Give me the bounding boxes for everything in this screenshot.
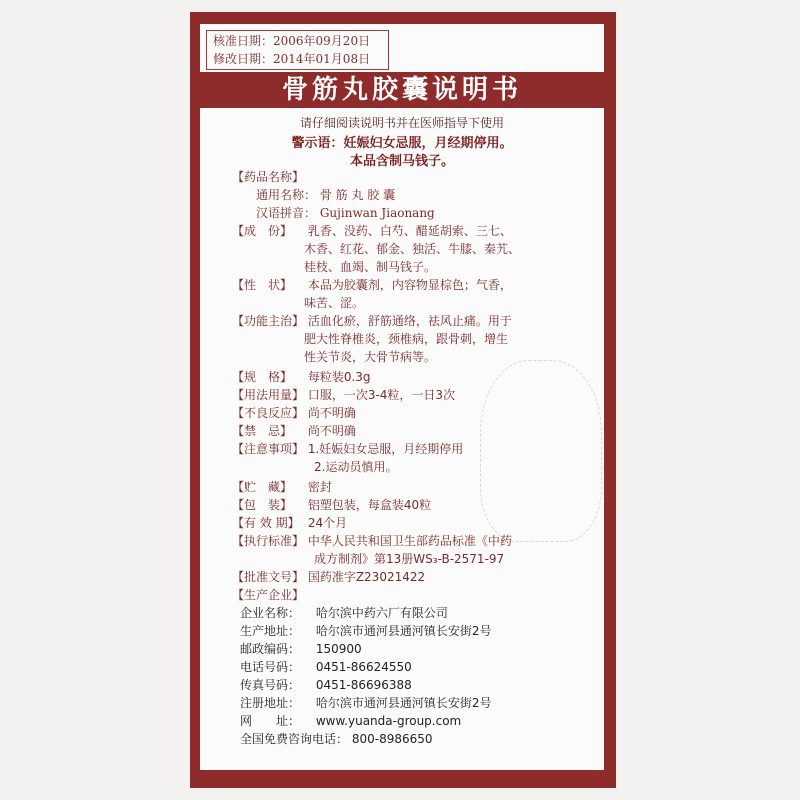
- dragon-watermark: [480, 360, 602, 542]
- usage-value: 口服，一次3-4粒，一日3次: [307, 388, 456, 402]
- hotline-row: [240, 730, 433, 748]
- contra-label: 【禁 忌】: [232, 424, 293, 438]
- reading-instruction: 请仔细阅读说明书并在医师指导下使用: [299, 116, 504, 130]
- usage-row: [232, 386, 455, 404]
- standard-line-1: 中华人民共和国卫生部药品标准《中药: [307, 534, 512, 548]
- function-line-3: 性关节炎，大骨节病等。: [304, 350, 437, 364]
- package-label: 【包 装】: [232, 498, 293, 512]
- approval-label: 【批准文号】: [232, 570, 305, 584]
- approval-row: [232, 568, 425, 586]
- reg-address-value: 哈尔滨市通河县通河镇长安街2号: [315, 696, 492, 710]
- hotline-label: 全国免费咨询电话：: [240, 732, 349, 746]
- notes-line-1: 1.妊娠妇女忌服，月经期停用: [307, 442, 464, 456]
- reg-address-label: 注册地址：: [240, 696, 301, 710]
- package-value: 铝塑包装，每盒装40粒: [307, 498, 432, 512]
- company-name-row: [240, 604, 448, 622]
- function-line-1: 活血化瘀，舒筋通络，祛风止痛。用于: [307, 314, 512, 328]
- pinyin-label: 汉语拼音：: [256, 206, 317, 220]
- website-label: 网 址：: [240, 714, 301, 728]
- postcode-value: 150900: [315, 642, 362, 656]
- common-name-label: 通用名称：: [256, 188, 317, 202]
- validity-row: [232, 514, 347, 532]
- warning-text: 警示语：妊娠妇女忌服，月经期停用。: [291, 136, 513, 151]
- website-value: www.yuanda-group.com: [315, 714, 462, 728]
- function-line-2: 肥大性脊椎炎，颈椎病，跟骨刺，增生: [304, 332, 509, 346]
- common-name-row: [256, 186, 395, 204]
- drug-name-heading: 【药品名称】: [232, 170, 305, 184]
- standard-label: 【执行标准】: [232, 534, 305, 548]
- contra-row: [232, 422, 356, 440]
- address-value: 哈尔滨市通河县通河镇长安街2号: [315, 624, 492, 638]
- usage-label: 【用法用量】: [232, 388, 305, 402]
- notes-label: 【注意事项】: [232, 442, 305, 456]
- pinyin: Gujinwan Jiaonang: [319, 206, 435, 220]
- storage-row: [232, 478, 332, 496]
- adverse-label: 【不良反应】: [232, 406, 305, 420]
- storage-value: 密封: [307, 480, 332, 494]
- contra-value: 尚不明确: [307, 424, 356, 438]
- pinyin-row: [256, 204, 435, 222]
- character-line-1: 本品为胶囊剂，内容物显棕色；气香，: [307, 278, 512, 292]
- phone-label: 电话号码：: [240, 660, 301, 674]
- common-name: 骨 筋 丸 胶 囊: [319, 188, 396, 202]
- postcode-label: 邮政编码：: [240, 642, 301, 656]
- document-title: 骨筋丸胶囊说明书: [200, 72, 604, 108]
- date-box: [206, 30, 389, 70]
- ingredients-label: 【成 份】: [232, 224, 293, 238]
- validity-label: 【有 效 期】: [232, 516, 300, 530]
- storage-label: 【贮 藏】: [232, 480, 293, 494]
- phone-row: [240, 658, 412, 676]
- character-label: 【性 状】: [232, 278, 293, 292]
- character-row: [232, 276, 512, 294]
- postcode-row: [240, 640, 362, 658]
- approval-value: 国药准字Z23021422: [307, 570, 426, 584]
- contains-text: 本品含制马钱子。: [349, 154, 454, 169]
- phone-value: 0451-86624550: [315, 660, 412, 674]
- ingredients-line-2: 木香、红花、郁金、独活、牛膝、秦艽、: [304, 242, 521, 256]
- website-row: [240, 712, 461, 730]
- function-row: [232, 312, 512, 330]
- adverse-value: 尚不明确: [307, 406, 356, 420]
- function-label: 【功能主治】: [232, 314, 305, 328]
- validity-value: 24个月: [307, 516, 348, 530]
- fax-value: 0451-86696388: [315, 678, 412, 692]
- address-label: 生产地址：: [240, 624, 301, 638]
- reg-address-row: [240, 694, 491, 712]
- address-row: [240, 622, 491, 640]
- package-row: [232, 496, 431, 514]
- ingredients-row: [232, 222, 512, 240]
- spec-value: 每粒装0.3g: [307, 370, 371, 384]
- ingredients-line-1: 乳香、没药、白芍、醋延胡索、三七、: [307, 224, 512, 238]
- character-line-2: 味苦、涩。: [304, 296, 365, 310]
- standard-row: [232, 532, 512, 550]
- notes-line-2: 2.运动员慎用。: [314, 460, 398, 474]
- fax-row: [240, 676, 412, 694]
- company-name: 哈尔滨中药六厂有限公司: [315, 606, 448, 620]
- ingredients-line-3: 桂枝、血竭、制马钱子。: [304, 260, 437, 274]
- spec-label: 【规 格】: [232, 370, 293, 384]
- adverse-row: [232, 404, 356, 422]
- revise-date: 修改日期：2014年01月08日: [213, 52, 371, 66]
- company-name-label: 企业名称：: [240, 606, 301, 620]
- fax-label: 传真号码：: [240, 678, 301, 692]
- hotline-value: 800-8986650: [351, 732, 433, 746]
- standard-line-2: 成方制剂》第13册WS₃-B-2571-97: [314, 552, 505, 566]
- spec-row: [232, 368, 371, 386]
- manufacturer-heading: 【生产企业】: [232, 588, 305, 602]
- approve-date: 核准日期：2006年09月20日: [213, 34, 371, 48]
- notes-row: [232, 440, 463, 458]
